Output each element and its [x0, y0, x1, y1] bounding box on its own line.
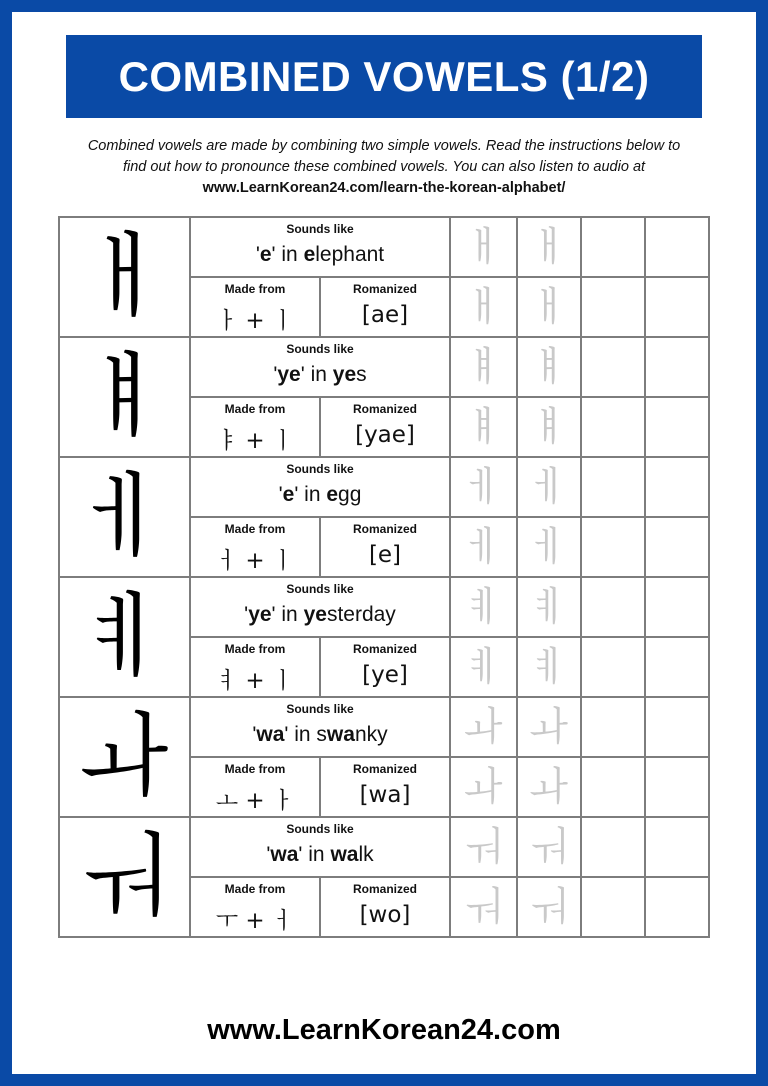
- romanized-cell: [320, 397, 450, 457]
- sounds-like-cell: [190, 697, 450, 757]
- practice-cell[interactable]: [581, 517, 645, 577]
- vowel-character: ㅐ: [59, 217, 190, 337]
- vowel-character: ㅘ: [59, 697, 190, 817]
- practice-cell[interactable]: [645, 697, 709, 757]
- practice-cell[interactable]: [645, 277, 709, 337]
- trace-cell[interactable]: ㅝ: [517, 817, 581, 877]
- made-from-label: Made from: [224, 522, 286, 536]
- sounds-like-label: Sounds like: [286, 702, 354, 716]
- trace-cell[interactable]: ㅖ: [450, 577, 517, 637]
- intro-line-1: Combined vowels are made by combining two simple vowels. Read the instructions below to: [87, 138, 681, 154]
- vowel-character: ㅔ: [59, 457, 190, 577]
- sounds-like-label: Sounds like: [286, 342, 354, 356]
- made-from-value: ㅗ + ㅏ: [215, 788, 295, 814]
- trace-cell[interactable]: ㅘ: [450, 697, 517, 757]
- sounds-like-value: 'wa' in swanky: [252, 723, 388, 746]
- made-from-value: ㅏ + ㅣ: [215, 308, 295, 334]
- romanized-cell: [320, 277, 450, 337]
- romanized-label: Romanized: [352, 402, 417, 416]
- practice-cell[interactable]: [645, 757, 709, 817]
- sound-word-suffix: s: [356, 363, 367, 386]
- intro-line-2: find out how to pronounce these combined vowels. You can also listen to audio at: [122, 159, 646, 175]
- romanized-value: [e]: [368, 542, 402, 568]
- practice-cell[interactable]: [581, 277, 645, 337]
- sounds-like-value: 'ye' in yes: [273, 363, 367, 386]
- trace-cell[interactable]: ㅒ: [517, 397, 581, 457]
- sounds-like-label: Sounds like: [286, 582, 354, 596]
- trace-cell[interactable]: ㅐ: [517, 277, 581, 337]
- sound-word-suffix: sterday: [326, 603, 396, 626]
- made-from-cell: [190, 397, 320, 457]
- sounds-like-value: 'e' in elephant: [255, 243, 385, 266]
- trace-cell[interactable]: ㅝ: [450, 817, 517, 877]
- trace-cell[interactable]: ㅔ: [450, 517, 517, 577]
- practice-cell[interactable]: [581, 697, 645, 757]
- vowel-character: ㅖ: [59, 577, 190, 697]
- practice-cell[interactable]: [645, 397, 709, 457]
- sound-word-suffix: lk: [358, 843, 374, 866]
- made-from-label: Made from: [224, 642, 286, 656]
- sounds-like-cell: [190, 457, 450, 517]
- trace-cell[interactable]: ㅝ: [450, 877, 517, 937]
- sounds-like-cell: [190, 577, 450, 637]
- romanized-label: Romanized: [352, 762, 417, 776]
- made-from-label: Made from: [224, 882, 286, 896]
- practice-cell[interactable]: [581, 217, 645, 277]
- trace-cell[interactable]: ㅐ: [517, 217, 581, 277]
- made-from-value: ㅜ + ㅓ: [215, 908, 295, 934]
- sound-word-bold: ye: [303, 603, 327, 626]
- practice-cell[interactable]: [581, 637, 645, 697]
- made-from-cell: [190, 877, 320, 937]
- sound-word-bold: e: [303, 243, 316, 266]
- trace-cell[interactable]: ㅘ: [517, 697, 581, 757]
- sound-quote: e: [282, 483, 295, 506]
- sounds-like-label: Sounds like: [286, 222, 354, 236]
- romanized-value: [wa]: [359, 782, 411, 808]
- trace-cell[interactable]: ㅖ: [517, 637, 581, 697]
- practice-cell[interactable]: [645, 457, 709, 517]
- page-title: COMBINED VOWELS (1/2): [66, 35, 702, 118]
- trace-cell[interactable]: ㅘ: [450, 757, 517, 817]
- vowel-row-top: [59, 337, 709, 397]
- sound-word-suffix: lephant: [315, 243, 385, 266]
- sound-word-prefix: s: [316, 723, 327, 746]
- worksheet-page: [12, 12, 756, 1074]
- romanized-label: Romanized: [352, 522, 417, 536]
- sound-quote: ye: [248, 603, 272, 626]
- trace-cell[interactable]: ㅖ: [517, 577, 581, 637]
- practice-cell[interactable]: [645, 817, 709, 877]
- sounds-like-value: 'e' in egg: [278, 483, 362, 506]
- sound-word-bold: e: [326, 483, 339, 506]
- trace-cell[interactable]: ㅒ: [450, 337, 517, 397]
- practice-cell[interactable]: [581, 817, 645, 877]
- sound-word-bold: ye: [332, 363, 357, 386]
- vowel-row-top: [59, 457, 709, 517]
- practice-cell[interactable]: [581, 457, 645, 517]
- made-from-cell: [190, 637, 320, 697]
- trace-cell[interactable]: ㅐ: [450, 217, 517, 277]
- romanized-value: [ye]: [362, 662, 408, 688]
- sound-word-suffix: gg: [338, 483, 362, 506]
- practice-cell[interactable]: [645, 337, 709, 397]
- vowel-row-top: [59, 577, 709, 637]
- romanized-value: [yae]: [355, 422, 415, 448]
- made-from-label: Made from: [224, 282, 286, 296]
- made-from-cell: [190, 517, 320, 577]
- vowel-practice-table: [58, 216, 710, 938]
- sound-word-suffix: nky: [354, 723, 388, 746]
- vowel-row-top: [59, 817, 709, 877]
- vowel-character: ㅝ: [59, 817, 190, 937]
- trace-cell[interactable]: ㅐ: [450, 277, 517, 337]
- made-from-value: ㅑ + ㅣ: [215, 428, 295, 454]
- trace-cell[interactable]: ㅔ: [450, 457, 517, 517]
- sound-quote: wa: [270, 843, 299, 866]
- sounds-like-cell: [190, 337, 450, 397]
- made-from-cell: [190, 277, 320, 337]
- sound-quote: ye: [277, 363, 301, 386]
- sound-word-bold: wa: [330, 843, 359, 866]
- vowel-row-top: [59, 697, 709, 757]
- made-from-cell: [190, 757, 320, 817]
- romanized-label: Romanized: [352, 882, 417, 896]
- vowel-row-top: [59, 217, 709, 277]
- romanized-cell: [320, 757, 450, 817]
- made-from-value: ㅕ + ㅣ: [215, 668, 295, 694]
- practice-cell[interactable]: [581, 577, 645, 637]
- trace-cell[interactable]: ㅖ: [450, 637, 517, 697]
- trace-cell[interactable]: ㅘ: [517, 757, 581, 817]
- trace-cell[interactable]: ㅔ: [517, 457, 581, 517]
- sounds-like-cell: [190, 217, 450, 277]
- sounds-like-value: 'wa' in walk: [266, 843, 374, 866]
- trace-cell[interactable]: ㅒ: [450, 397, 517, 457]
- sounds-like-value: 'ye' in yesterday: [244, 603, 396, 626]
- sound-quote: wa: [256, 723, 285, 746]
- trace-cell[interactable]: ㅝ: [517, 877, 581, 937]
- trace-cell[interactable]: ㅒ: [517, 337, 581, 397]
- romanized-cell: [320, 637, 450, 697]
- sounds-like-cell: [190, 817, 450, 877]
- practice-cell[interactable]: [581, 757, 645, 817]
- trace-cell[interactable]: ㅔ: [517, 517, 581, 577]
- sounds-like-label: Sounds like: [286, 822, 354, 836]
- practice-cell[interactable]: [645, 217, 709, 277]
- made-from-label: Made from: [224, 762, 286, 776]
- practice-cell[interactable]: [581, 337, 645, 397]
- practice-cell[interactable]: [581, 397, 645, 457]
- made-from-value: ㅓ + ㅣ: [215, 548, 295, 574]
- sound-quote: e: [259, 243, 272, 266]
- made-from-label: Made from: [224, 402, 286, 416]
- romanized-value: [wo]: [359, 902, 411, 928]
- practice-cell[interactable]: [645, 877, 709, 937]
- sounds-like-label: Sounds like: [286, 462, 354, 476]
- romanized-value: [ae]: [361, 302, 409, 328]
- intro-url-link[interactable]: www.LearnKorean24.com/learn-the-korean-alphabet/: [202, 180, 566, 196]
- practice-cell[interactable]: [581, 877, 645, 937]
- intro-text: [52, 136, 716, 199]
- sound-word-bold: wa: [326, 723, 355, 746]
- romanized-label: Romanized: [352, 282, 417, 296]
- practice-cell[interactable]: [645, 517, 709, 577]
- practice-cell[interactable]: [645, 577, 709, 637]
- vowel-character: ㅒ: [59, 337, 190, 457]
- footer-url-link[interactable]: www.LearnKorean24.com: [207, 1014, 561, 1046]
- romanized-cell: [320, 517, 450, 577]
- romanized-label: Romanized: [352, 642, 417, 656]
- romanized-cell: [320, 877, 450, 937]
- practice-cell[interactable]: [645, 637, 709, 697]
